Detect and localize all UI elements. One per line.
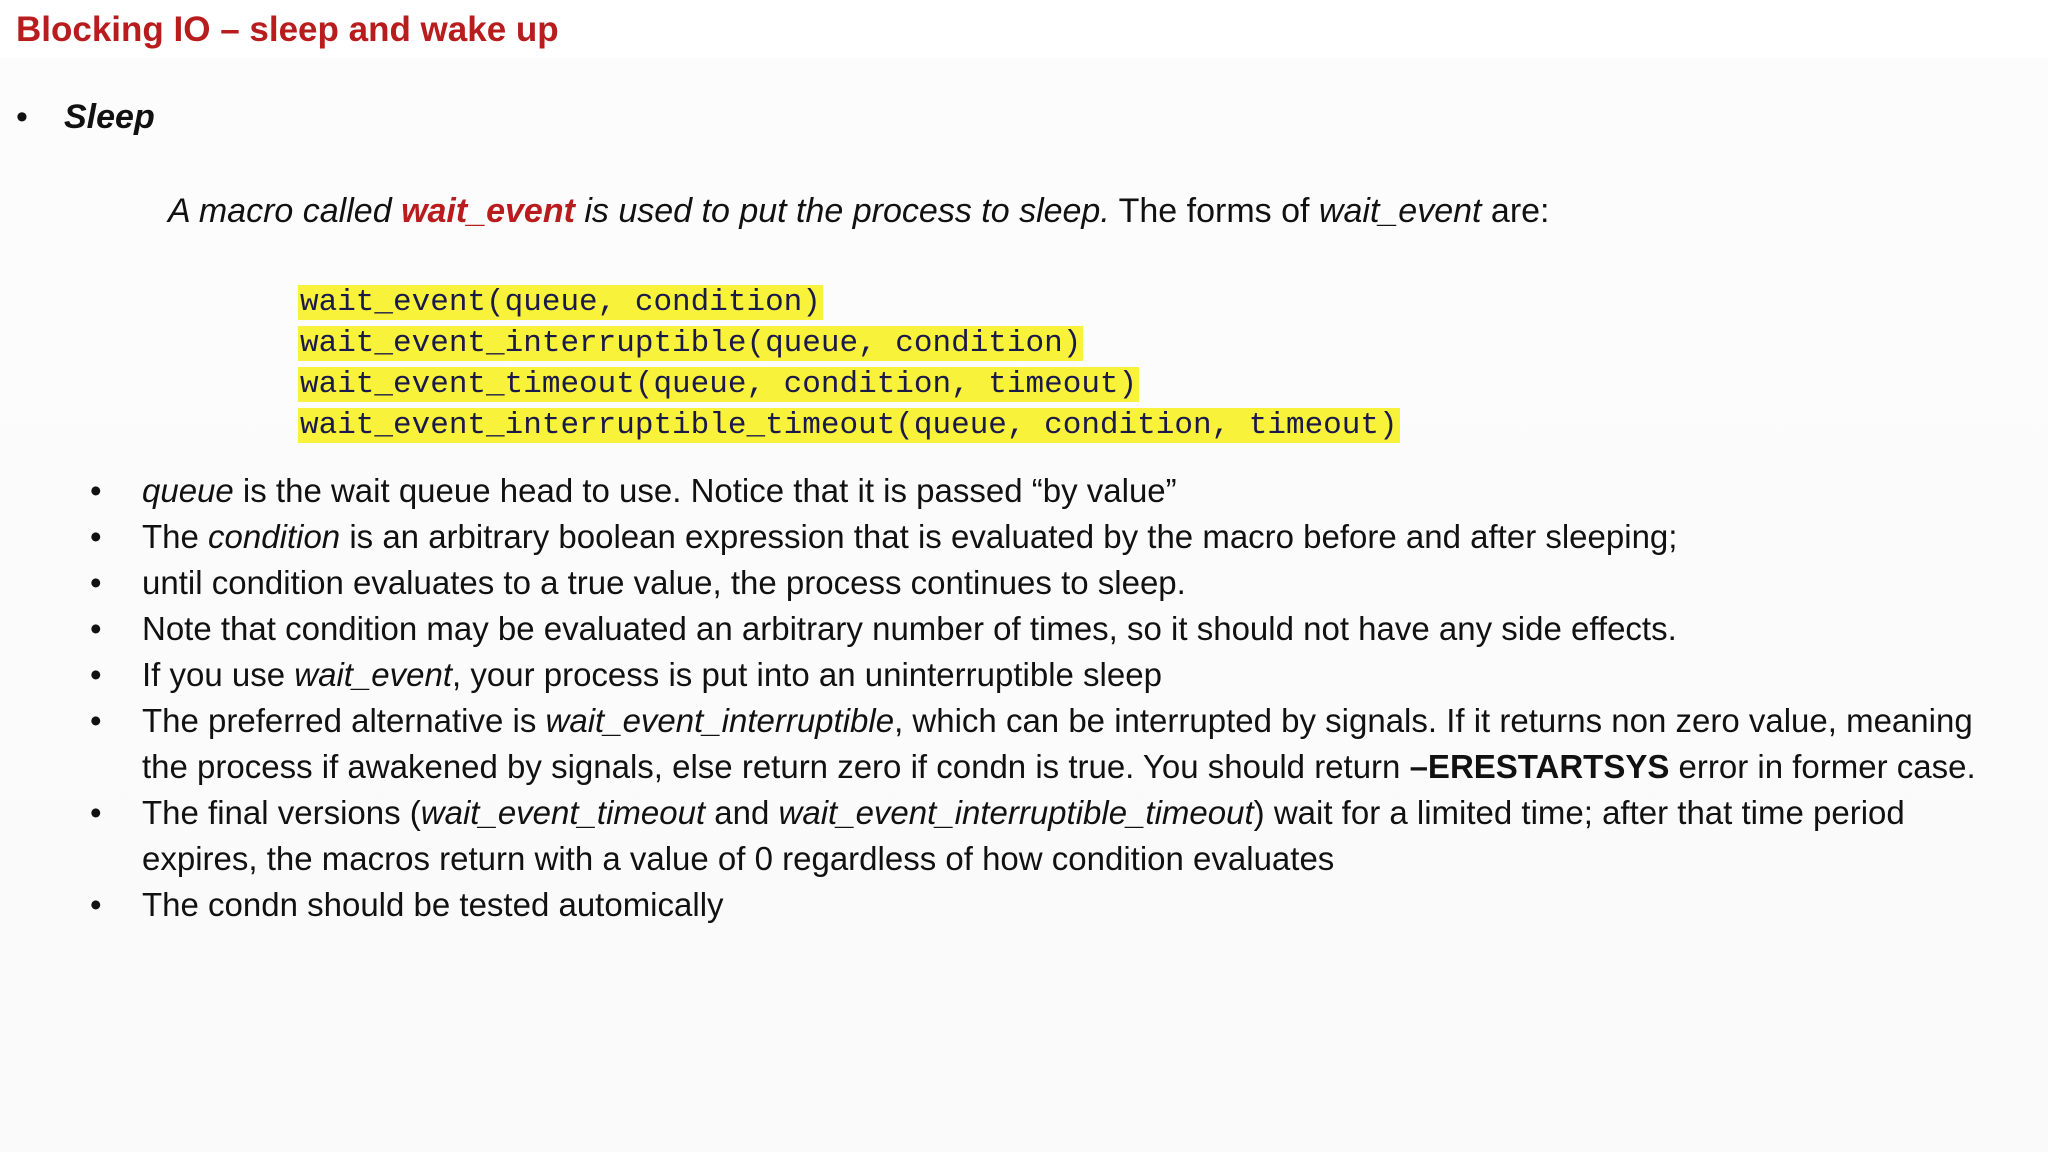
bullet-item — [90, 606, 2010, 652]
bullet-text: If you use — [142, 656, 295, 693]
bullet-error-code: –ERESTARTSYS — [1409, 748, 1670, 785]
bullet-text: , your process is put into an uninterruptible sleep — [452, 656, 1162, 693]
bullet-dot: • — [16, 98, 28, 136]
bullet-text: and — [705, 794, 779, 831]
code-text: wait_event_timeout(queue, condition, timeout) — [300, 367, 1138, 402]
bullet-item — [90, 882, 2010, 928]
bullet-dot: • — [90, 656, 102, 693]
bullet-item — [90, 514, 2010, 560]
top-bullet-sleep — [16, 98, 155, 137]
bullet-text: is an arbitrary boolean expression that is evaluated by the macro before and after sleeping; — [340, 518, 1678, 555]
bullet-dot: • — [90, 564, 102, 601]
code-block — [298, 282, 1400, 446]
bullet-dot: • — [90, 702, 102, 739]
bullet-text: ) wait for a limited time; after that time period expires, the macros return with a value of 0 regardless of how condition evaluates — [142, 794, 1905, 877]
bullet-term: condition — [208, 518, 341, 555]
bullet-text: is the wait queue head to use. Notice that it is passed “by value” — [233, 472, 1177, 509]
slide-title: Blocking IO – sleep and wake up — [16, 10, 559, 49]
bullet-text: The condn should be tested automically — [142, 886, 724, 923]
intro-part4: are: — [1481, 192, 1550, 230]
bullet-term: queue — [142, 472, 234, 509]
intro-part2: is used to put the process to sleep. — [574, 192, 1110, 230]
bullet-text: The final versions ( — [142, 794, 421, 831]
bullet-dot: • — [90, 472, 102, 509]
bullet-term: wait_event_timeout — [420, 794, 706, 831]
bullet-text: Note that condition may be evaluated an arbitrary number of times, so it should not have any side effects. — [142, 610, 1677, 647]
sleep-heading: Sleep — [64, 98, 155, 136]
bullet-term: wait_event_interruptible — [545, 702, 895, 739]
intro-part3: The forms of — [1109, 192, 1319, 230]
bullet-dot: • — [90, 518, 102, 555]
intro-term: wait_event — [1318, 192, 1482, 230]
bullet-text: The — [142, 518, 209, 555]
bullet-item — [90, 560, 2010, 606]
bullet-text: until condition evaluates to a true value, the process continues to sleep. — [142, 564, 1186, 601]
bullet-item — [90, 698, 2010, 790]
code-line — [298, 282, 1400, 323]
bullet-text: , which can be interrupted by signals. If it returns non zero value, meaning the process if awakened by signals, else return zero if condn is true. You should return — [142, 702, 1973, 785]
bullet-item — [90, 652, 2010, 698]
bullet-term: wait_event — [294, 656, 453, 693]
bullet-dot: • — [90, 886, 102, 923]
bullet-dot: • — [90, 610, 102, 647]
intro-macro: wait_event — [401, 192, 575, 230]
code-line — [298, 405, 1400, 446]
bullet-dot: • — [90, 794, 102, 831]
bullet-text: error in former case. — [1669, 748, 1976, 785]
intro-paragraph — [168, 192, 1550, 231]
bullet-text: The preferred alternative is — [142, 702, 546, 739]
code-text: wait_event_interruptible(queue, condition) — [300, 326, 1082, 361]
bullet-item — [90, 468, 2010, 514]
intro-part1: A macro called — [168, 192, 402, 230]
bullet-term: wait_event_interruptible_timeout — [778, 794, 1254, 831]
bullet-list — [90, 468, 2010, 928]
bullet-item — [90, 790, 2010, 882]
code-line — [298, 323, 1400, 364]
code-line — [298, 364, 1400, 405]
code-text: wait_event(queue, condition) — [300, 285, 821, 320]
code-text: wait_event_interruptible_timeout(queue, condition, timeout) — [300, 408, 1398, 443]
